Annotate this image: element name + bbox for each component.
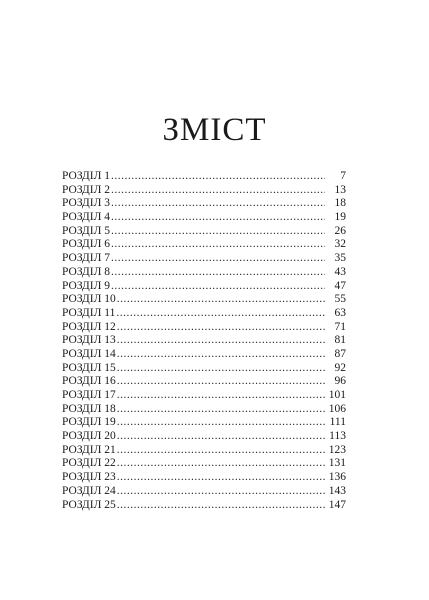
- toc-entry: [62, 403, 346, 417]
- toc-entry: [62, 266, 346, 280]
- toc-dot-leader: [117, 457, 325, 471]
- toc-entry-page-number: 143: [328, 484, 346, 497]
- toc-entry-page-number: 106: [328, 402, 346, 415]
- toc-entry: [62, 280, 346, 294]
- toc-entry-label: РОЗДІЛ 13: [62, 334, 116, 347]
- toc-dot-leader: [111, 280, 325, 294]
- toc-entry-label: РОЗДІЛ 19: [62, 416, 116, 429]
- toc-entry: [62, 293, 346, 307]
- toc-dot-leader: [111, 184, 325, 198]
- toc-entry-label: РОЗДІЛ 7: [62, 252, 110, 265]
- toc-entry-label: РОЗДІЛ 24: [62, 484, 116, 497]
- toc-entry-label: РОЗДІЛ 12: [62, 320, 116, 333]
- toc-entry-page-number: 101: [328, 389, 346, 401]
- toc-dot-leader: [117, 416, 325, 430]
- toc-entry-label: РОЗДІЛ 20: [62, 430, 116, 443]
- toc-entry-page-number: 19: [334, 211, 346, 224]
- toc-dot-leader: [117, 362, 325, 376]
- toc-dot-leader: [111, 252, 325, 266]
- toc-entry-page-number: 113: [329, 430, 346, 443]
- toc-dot-leader: [116, 307, 325, 321]
- toc-entry: [62, 334, 346, 348]
- toc-entry: [62, 184, 346, 198]
- toc-entry: [62, 170, 346, 184]
- toc-entry-page-number: 55: [334, 293, 346, 306]
- toc-entry-page-number: 123: [328, 443, 346, 456]
- toc-entry-label: РОЗДІЛ 1: [62, 170, 110, 182]
- toc-entry-label: РОЗДІЛ 21: [62, 443, 116, 456]
- toc-entry: [62, 471, 346, 485]
- toc-entry-page-number: 43: [334, 265, 346, 278]
- toc-entry: [62, 225, 346, 239]
- toc-entry: [62, 238, 346, 252]
- toc-entry-label: РОЗДІЛ 8: [62, 265, 110, 278]
- toc-entry-page-number: 96: [334, 375, 346, 388]
- toc-entry-label: РОЗДІЛ 2: [62, 183, 110, 196]
- toc-entry-page-number: 111: [329, 416, 346, 429]
- toc-entry: [62, 457, 346, 471]
- toc-entry-label: РОЗДІЛ 4: [62, 211, 110, 224]
- toc-entry-label: РОЗДІЛ 22: [62, 457, 116, 470]
- table-of-contents: [62, 170, 346, 512]
- toc-entry-page-number: 35: [334, 252, 346, 265]
- toc-entry-label: РОЗДІЛ 3: [62, 197, 110, 210]
- toc-entry: [62, 485, 346, 499]
- toc-entry-page-number: 13: [334, 183, 346, 196]
- toc-entry-label: РОЗДІЛ 25: [62, 498, 116, 511]
- toc-entry-label: РОЗДІЛ 16: [62, 375, 116, 388]
- toc-dot-leader: [117, 485, 325, 499]
- toc-entry-page-number: 32: [334, 238, 346, 251]
- toc-entry: [62, 197, 346, 211]
- toc-entry: [62, 430, 346, 444]
- toc-dot-leader: [117, 471, 325, 485]
- toc-entry-label: РОЗДІЛ 23: [62, 471, 116, 484]
- toc-entry-label: РОЗДІЛ 17: [62, 389, 116, 401]
- toc-entry: [62, 362, 346, 376]
- toc-entry: [62, 444, 346, 458]
- toc-dot-leader: [117, 348, 325, 362]
- toc-entry-label: РОЗДІЛ 9: [62, 279, 110, 292]
- toc-dot-leader: [117, 293, 325, 307]
- toc-dot-leader: [117, 403, 325, 417]
- toc-entry-page-number: 18: [334, 197, 346, 210]
- toc-entry-page-number: 47: [334, 279, 346, 292]
- toc-dot-leader: [117, 375, 325, 389]
- toc-entry-page-number: 81: [334, 334, 346, 347]
- toc-entry: [62, 499, 346, 513]
- toc-dot-leader: [117, 499, 325, 513]
- page-title: ЗМІСТ: [162, 112, 267, 148]
- toc-entry-page-number: 147: [328, 498, 346, 511]
- toc-entry: [62, 307, 346, 321]
- toc-dot-leader: [117, 389, 325, 403]
- toc-entry-page-number: 71: [334, 320, 346, 333]
- toc-dot-leader: [111, 197, 325, 211]
- toc-entry-label: РОЗДІЛ 15: [62, 361, 116, 374]
- toc-entry-page-number: 26: [334, 224, 346, 237]
- toc-entry-label: РОЗДІЛ 11: [62, 306, 116, 319]
- toc-dot-leader: [111, 238, 325, 252]
- toc-entry: [62, 211, 346, 225]
- toc-entry: [62, 389, 346, 403]
- toc-entry-label: РОЗДІЛ 14: [62, 347, 116, 360]
- toc-entry-label: РОЗДІЛ 6: [62, 238, 110, 251]
- toc-entry: [62, 321, 346, 335]
- toc-entry-label: РОЗДІЛ 5: [62, 224, 110, 237]
- toc-entry: [62, 348, 346, 362]
- toc-dot-leader: [111, 225, 325, 239]
- toc-dot-leader: [111, 266, 325, 280]
- toc-entry-page-number: 136: [328, 471, 346, 484]
- toc-entry-page-number: 87: [334, 347, 346, 360]
- toc-entry-page-number: 63: [334, 306, 346, 319]
- toc-entry-page-number: 92: [334, 361, 346, 374]
- toc-entry: [62, 375, 346, 389]
- toc-entry-page-number: 131: [328, 457, 346, 470]
- toc-entry: [62, 252, 346, 266]
- toc-entry-label: РОЗДІЛ 18: [62, 402, 116, 415]
- toc-dot-leader: [117, 321, 325, 335]
- toc-dot-leader: [117, 444, 325, 458]
- toc-dot-leader: [111, 170, 325, 184]
- toc-dot-leader: [117, 334, 325, 348]
- toc-entry-label: РОЗДІЛ 10: [62, 293, 116, 306]
- toc-entry: [62, 416, 346, 430]
- toc-entry-page-number: 7: [340, 170, 346, 182]
- toc-dot-leader: [117, 430, 325, 444]
- toc-dot-leader: [111, 211, 325, 225]
